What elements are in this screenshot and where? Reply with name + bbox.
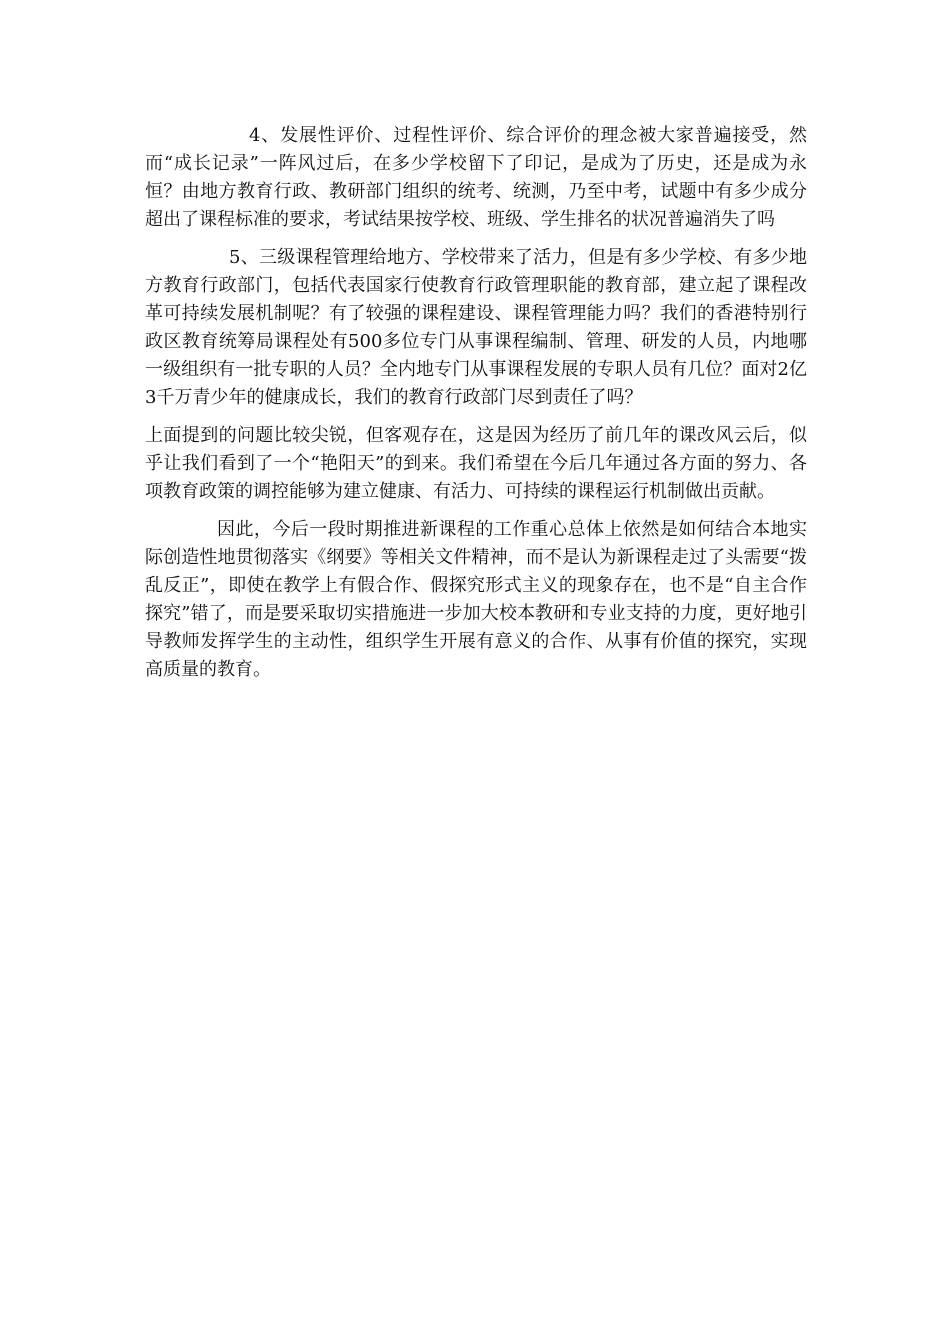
paragraph-conclusion: 因此，今后一段时期推进新课程的工作重心总体上依然是如何结合本地实际创造性地贯彻落实《纲要》等相关文件精神，而不是认为新课程走过了头需要“拨乱反正”，即使在教学上有假合作、假探究形式主义的现象存在，也不是“自主合作探究”错了，而是要采取切实措施进一步加大校本教研和专业支持的力度，更好地引导教师发挥学生的主动性，组织学生开展有意义的合作、从事有价值的探究，实现高质量的教育。 — [145, 519, 807, 680]
paragraph-evaluation: 4、发展性评价、过程性评价、综合评价的理念被大家普遍接受，然而“成长记录”一阵风过后，在多少学校留下了印记，是成为了历史，还是成为永恒？由地方教育行政、教研部门组织的统考、统测，乃至中考，试题中有多少成分超出了课程标准的要求，考试结果按学校、班级、学生排名的状况普遍消失了吗 — [145, 125, 807, 230]
paragraph-summary: 上面提到的问题比较尖锐，但客观存在，这是因为经历了前几年的课改风云后，似乎让我们看到了一个“艳阳天”的到来。我们希望在今后几年通过各方面的努力、各项教育政策的调控能够为建立健康、有活力、可持续的课程运行机制做出贡献。 — [145, 425, 807, 502]
paragraph-curriculum-management: 5、三级课程管理给地方、学校带来了活力，但是有多少学校、有多少地方教育行政部门，包括代表国家行使教育行政管理职能的教育部，建立起了课程改革可持续发展机制呢？有了较强的课程建设、课程管理能力吗？我们的香港特别行政区教育统筹局课程处有500多位专门从事课程编制、管理、研发的人员，内地哪一级组织有一批专职的人员？全内地专门从事课程发展的专职人员有几位？面对2亿3千万青少年的健康成长，我们的教育行政部门尽到责任了吗？ — [145, 247, 807, 408]
document-page — [145, 122, 807, 694]
